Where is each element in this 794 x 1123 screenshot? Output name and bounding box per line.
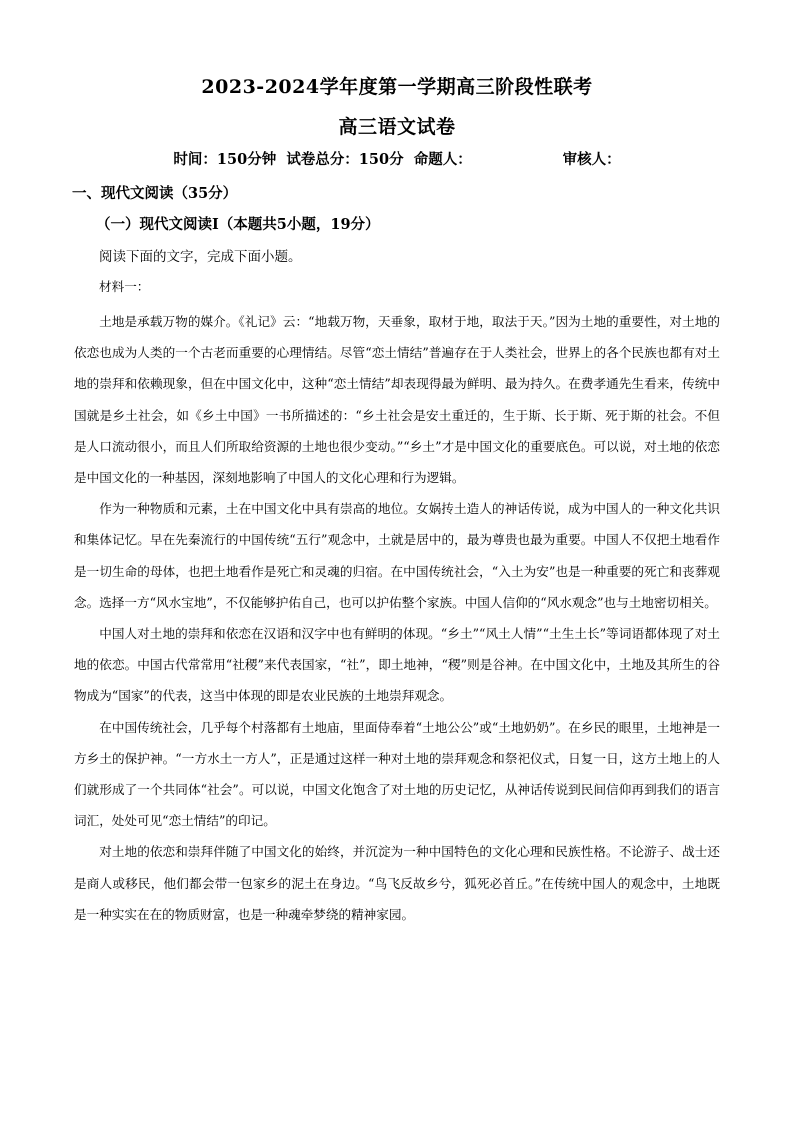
exam-meta-line (0, 148, 794, 169)
subsection-heading: （一）现代文阅读Ⅰ（本题共5小题，19分） (96, 216, 380, 233)
exam-subtitle: 高三语文试卷 (338, 116, 456, 138)
reviewer-label: 审核人： (562, 151, 621, 168)
time-label: 时间：150分钟 (173, 151, 277, 168)
article-paragraph-2: 作为一种物质和元素，土在中国文化中具有崇高的地位。女娲抟土造人的神话传说，成为中国人的一种文化共识和集体记忆。早在先秦流行的中国传统“五行”观念中，土就是居中的，最为尊贵也最为重要。中国人不仅把土地看作是一切生命的母体，也把土地看作是死亡和灵魂的归宿。在中国传统社会，“入土为安”也是一种重要的死亡和丧葬观念。选择一方“风水宝地”，不仅能够护佑自己，也可以护佑整个家族。中国人信仰的“风水观念”也与土地密切相关。 (74, 501, 720, 610)
article-paragraph-4: 在中国传统社会，几乎每个村落都有土地庙，里面侍奉着“土地公公”或“土地奶奶”。在乡民的眼里，土地神是一方乡土的保护神。“一方水土一方人”，正是通过这样一种对土地的崇拜观念和祭祀仪式，日复一日，这方土地上的人们就形成了一个共同体“社会”。可以说，中国文化饱含了对土地的历史记忆，从神话传说到民间信仰再到我们的语言词汇，处处可见“恋土情结”的印记。 (74, 719, 720, 829)
article-paragraph-3: 中国人对土地的崇拜和依恋在汉语和汉字中也有鲜明的体现。“乡土”“风土人情”“土生土长”等词语都体现了对土地的依恋。中国古代常常用“社稷”来代表国家，“社”，即土地神，“稷”则是谷神。在中国文化中，土地及其所生的谷物成为“国家”的代表，这当中体现的即是农业民族的土地崇拜观念。 (74, 626, 720, 704)
exam-title: 2023-2024学年度第一学期高三阶段性联考 (201, 76, 593, 98)
author-label: 命题人： (413, 151, 472, 168)
reading-instruction: 阅读下面的文字，完成下面小题。 (99, 249, 302, 265)
article-paragraph-5: 对土地的依恋和崇拜伴随了中国文化的始终，并沉淀为一种中国特色的文化心理和民族性格。不论游子、战士还是商人或移民，他们都会带一包家乡的泥土在身边。“鸟飞反故乡兮，狐死必首丘。”在传统中国人的观念中，土地既是一种实实在在的物质财富，也是一种魂牵梦绕的精神家园。 (74, 844, 720, 922)
score-label: 试卷总分：150分 (286, 151, 404, 168)
article-paragraph-1: 土地是承载万物的媒介。《礼记》云：“地载万物，天垂象，取材于地，取法于天。”因为土地的重要性，对土地的依恋也成为人类的一个古老而重要的心理情结。尽管“恋土情结”普遍存在于人类社会，世界上的各个民族也都有对土地的崇拜和依赖现象，但在中国文化中，这种“恋土情结”却表现得最为鲜明、最为持久。在费孝通先生看来，传统中国就是乡土社会，如《乡土中国》一书所描述的：“乡土社会是安土重迁的，生于斯、长于斯、死于斯的社会。不但是人口流动很小，而且人们所取给资源的土地也很少变动。”“乡土”才是中国文化的重要底色。可以说，对土地的依恋是中国文化的一种基因，深刻地影响了中国人的文化心理和行为逻辑。 (74, 314, 720, 486)
material-label: 材料一： (99, 279, 150, 294)
reading-article (74, 306, 720, 930)
section-heading: 一、现代文阅读（35分） (72, 185, 238, 202)
